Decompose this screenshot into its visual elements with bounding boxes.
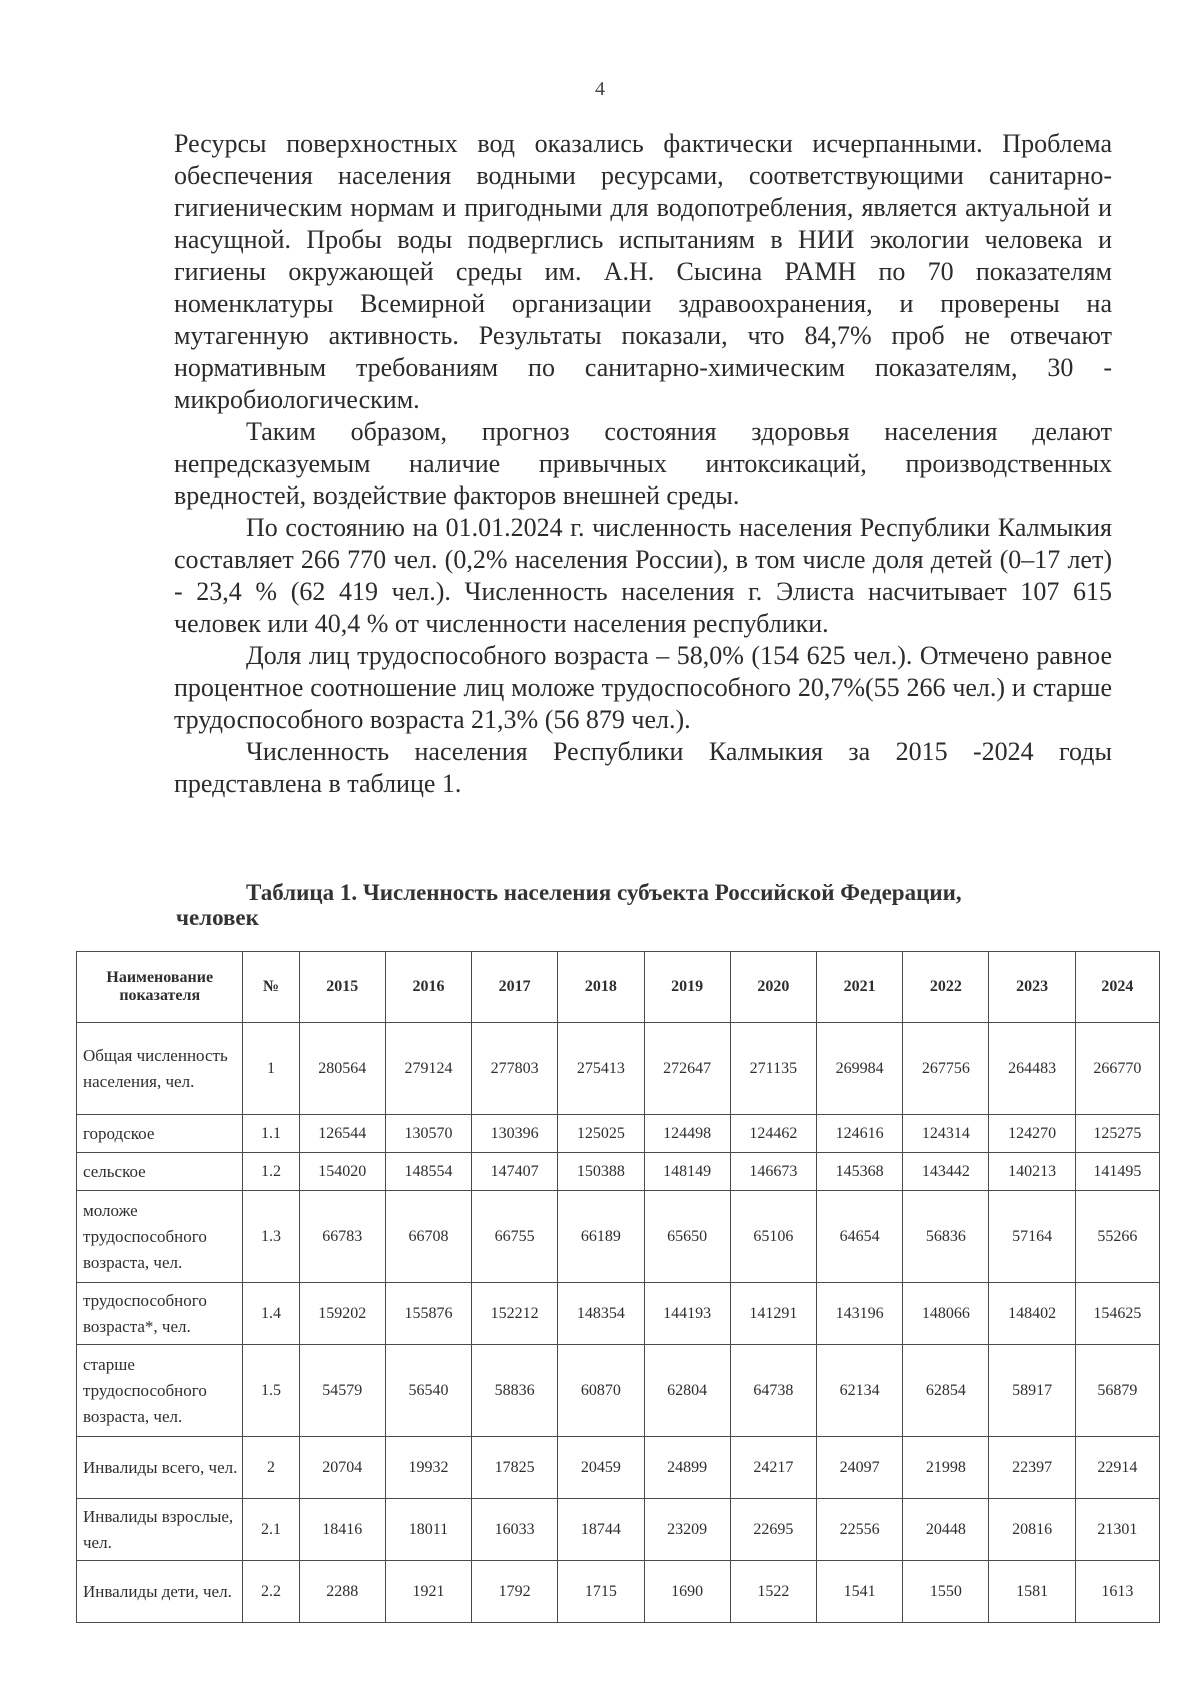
cell-value: 1522 [730,1561,816,1623]
cell-value: 277803 [472,1023,558,1115]
cell-value: 64738 [730,1345,816,1437]
cell-value: 66708 [385,1191,471,1283]
cell-value: 124616 [817,1115,903,1153]
header-year: 2022 [903,952,989,1023]
cell-value: 159202 [299,1283,385,1345]
row-indicator-name: Инвалиды всего, чел. [77,1437,243,1499]
header-indicator-name: Наименование показателя [77,952,243,1023]
row-indicator-name: городское [77,1115,243,1153]
cell-value: 145368 [817,1153,903,1191]
cell-value: 130570 [385,1115,471,1153]
cell-value: 269984 [817,1023,903,1115]
header-year: 2024 [1075,952,1159,1023]
cell-value: 54579 [299,1345,385,1437]
table-row [77,1561,1160,1623]
paragraph-health-forecast: Таким образом, прогноз состояния здоровья населения делают непредсказуемым наличие привычных интоксикаций, производственных вредностей, воздействие факторов внешней среды. [174,417,1112,510]
cell-value: 148066 [903,1283,989,1345]
row-number: 1.1 [243,1115,299,1153]
cell-value: 1581 [989,1561,1075,1623]
cell-value: 58836 [472,1345,558,1437]
cell-value: 266770 [1075,1023,1159,1115]
cell-value: 20704 [299,1437,385,1499]
cell-value: 66189 [558,1191,644,1283]
cell-value: 56879 [1075,1345,1159,1437]
cell-value: 1715 [558,1561,644,1623]
row-number: 2.1 [243,1499,299,1561]
cell-value: 125025 [558,1115,644,1153]
cell-value: 65106 [730,1191,816,1283]
header-year: 2020 [730,952,816,1023]
cell-value: 24899 [644,1437,730,1499]
cell-value: 64654 [817,1191,903,1283]
row-indicator-name: Общая численность населения, чел. [77,1023,243,1115]
cell-value: 125275 [1075,1115,1159,1153]
paragraph-water-resources: Ресурсы поверхностных вод оказались фактически исчерпанными. Проблема обеспечения населения водными ресурсами, соответствующими санитарно-гигиеническим нормам и пригодными для водопотребления, является актуальной и насущной. Пробы воды подверглись испытаниям в НИИ экологии человека и гигиены окружающей среды им. А.Н. Сысина РАМН по 70 показателям номенклатуры Всемирной организации здравоохранения, и проверены на мутагенную активность. Результаты показали, что 84,7% проб не отвечают нормативным требованиям по санитарно-химическим показателям, 30 - микробиологическим. [174,129,1112,414]
page-number: 4 [595,78,605,100]
row-indicator-name: старше трудоспособного возраста, чел. [77,1345,243,1437]
cell-value: 60870 [558,1345,644,1437]
cell-value: 21998 [903,1437,989,1499]
row-number: 1 [243,1023,299,1115]
cell-value: 279124 [385,1023,471,1115]
cell-value: 20448 [903,1499,989,1561]
row-indicator-name: Инвалиды взрослые, чел. [77,1499,243,1561]
header-year: 2016 [385,952,471,1023]
cell-value: 23209 [644,1499,730,1561]
header-year: 2017 [472,952,558,1023]
table-row [77,1499,1160,1561]
cell-value: 130396 [472,1115,558,1153]
cell-value: 141495 [1075,1153,1159,1191]
cell-value: 148149 [644,1153,730,1191]
cell-value: 154625 [1075,1283,1159,1345]
cell-value: 18011 [385,1499,471,1561]
cell-value: 20816 [989,1499,1075,1561]
body-text [174,128,1112,800]
cell-value: 22914 [1075,1437,1159,1499]
cell-value: 22695 [730,1499,816,1561]
cell-value: 126544 [299,1115,385,1153]
cell-value: 1792 [472,1561,558,1623]
header-number: № [243,952,299,1023]
cell-value: 1921 [385,1561,471,1623]
cell-value: 56836 [903,1191,989,1283]
table-row [77,1115,1160,1153]
cell-value: 140213 [989,1153,1075,1191]
cell-value: 19932 [385,1437,471,1499]
cell-value: 24097 [817,1437,903,1499]
cell-value: 147407 [472,1153,558,1191]
cell-value: 18416 [299,1499,385,1561]
header-year: 2023 [989,952,1075,1023]
row-indicator-name: Инвалиды дети, чел. [77,1561,243,1623]
header-year: 2015 [299,952,385,1023]
cell-value: 18744 [558,1499,644,1561]
cell-value: 1690 [644,1561,730,1623]
table-row [77,1023,1160,1115]
cell-value: 17825 [472,1437,558,1499]
cell-value: 124462 [730,1115,816,1153]
cell-value: 16033 [472,1499,558,1561]
row-number: 2 [243,1437,299,1499]
cell-value: 62134 [817,1345,903,1437]
cell-value: 1541 [817,1561,903,1623]
cell-value: 152212 [472,1283,558,1345]
cell-value: 124270 [989,1115,1075,1153]
cell-value: 143196 [817,1283,903,1345]
cell-value: 141291 [730,1283,816,1345]
cell-value: 267756 [903,1023,989,1115]
table-row [77,1283,1160,1345]
cell-value: 148402 [989,1283,1075,1345]
cell-value: 57164 [989,1191,1075,1283]
row-number: 1.5 [243,1345,299,1437]
cell-value: 22556 [817,1499,903,1561]
table-caption-line1: Таблица 1. Численность населения субъекта Российской Федерации, [246,880,962,905]
cell-value: 56540 [385,1345,471,1437]
row-number: 2.2 [243,1561,299,1623]
table-header-row [77,952,1160,1023]
table-caption [176,880,1114,930]
paragraph-working-age: Доля лиц трудоспособного возраста – 58,0% (154 625 чел.). Отмечено равное процентное соотношение лиц моложе трудоспособного 20,7%(55 266 чел.) и старше трудоспособного возраста 21,3% (56 879 чел.). [174,641,1112,734]
row-indicator-name: трудоспособного возраста*, чел. [77,1283,243,1345]
cell-value: 1550 [903,1561,989,1623]
cell-value: 124314 [903,1115,989,1153]
cell-value: 21301 [1075,1499,1159,1561]
cell-value: 272647 [644,1023,730,1115]
row-indicator-name: моложе трудоспособного возраста, чел. [77,1191,243,1283]
cell-value: 154020 [299,1153,385,1191]
cell-value: 143442 [903,1153,989,1191]
header-year: 2018 [558,952,644,1023]
cell-value: 148354 [558,1283,644,1345]
cell-value: 150388 [558,1153,644,1191]
cell-value: 2288 [299,1561,385,1623]
table-caption-line2: человек [176,905,259,930]
cell-value: 271135 [730,1023,816,1115]
cell-value: 55266 [1075,1191,1159,1283]
row-indicator-name: сельское [77,1153,243,1191]
cell-value: 20459 [558,1437,644,1499]
cell-value: 148554 [385,1153,471,1191]
cell-value: 66783 [299,1191,385,1283]
paragraph-table-reference: Численность населения Республики Калмыкия за 2015 -2024 годы представлена в таблице 1. [174,737,1112,798]
cell-value: 66755 [472,1191,558,1283]
table-row [77,1153,1160,1191]
cell-value: 144193 [644,1283,730,1345]
row-number: 1.3 [243,1191,299,1283]
row-number: 1.2 [243,1153,299,1191]
cell-value: 264483 [989,1023,1075,1115]
paragraph-population-total: По состоянию на 01.01.2024 г. численность населения Республики Калмыкия составляет 266 770 чел. (0,2% населения России), в том числе доля детей (0–17 лет) - 23,4 % (62 419 чел.). Численность населения г. Элиста насчитывает 107 615 человек или 40,4 % от численности населения республики. [174,513,1112,638]
cell-value: 62804 [644,1345,730,1437]
header-year: 2019 [644,952,730,1023]
cell-value: 124498 [644,1115,730,1153]
row-number: 1.4 [243,1283,299,1345]
cell-value: 155876 [385,1283,471,1345]
population-table [76,951,1160,1623]
cell-value: 22397 [989,1437,1075,1499]
cell-value: 1613 [1075,1561,1159,1623]
cell-value: 146673 [730,1153,816,1191]
cell-value: 280564 [299,1023,385,1115]
cell-value: 58917 [989,1345,1075,1437]
cell-value: 62854 [903,1345,989,1437]
table-row [77,1191,1160,1283]
cell-value: 65650 [644,1191,730,1283]
cell-value: 275413 [558,1023,644,1115]
table-row [77,1437,1160,1499]
table-row [77,1345,1160,1437]
header-year: 2021 [817,952,903,1023]
cell-value: 24217 [730,1437,816,1499]
